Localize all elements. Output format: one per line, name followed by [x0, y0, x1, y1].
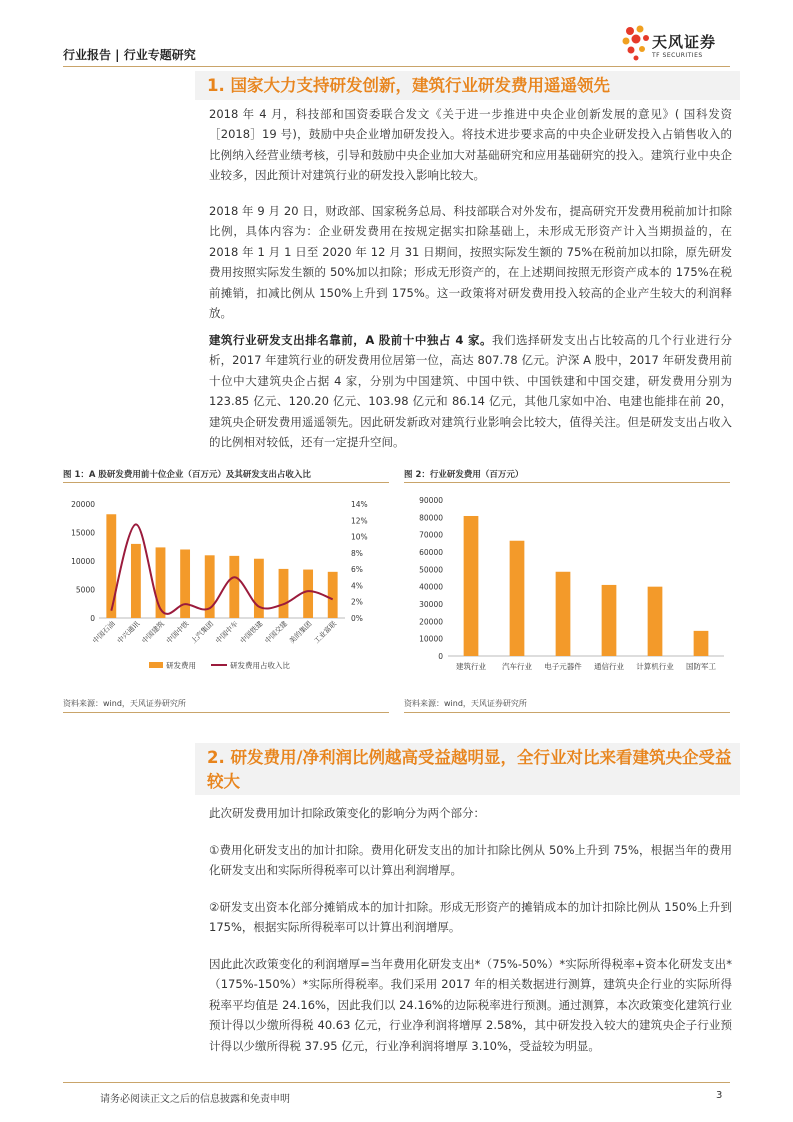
logo-subtext: TF SECURITIES	[652, 52, 703, 59]
bar	[229, 556, 239, 618]
section2-paragraph-4: 因此此次政策变化的利润增厚=当年费用化研发支出*（75%-50%）*实际所得税率+资本化研发支出*（175%-150%）*实际所得税率。我们采用 2017 年的相关数据进行测算，建筑央企行业的实际所得税率平均值是 24.16%，因此我们以 24.16%的边际税率进行预测。通过测算，本次政策变化建筑行业预计得以少缴所得税 40.63 亿元，行业净利润将增厚 2.58%，其中研发投入较大的建筑央企子行业预计得以少缴所得税 37.95 亿元，行业净利润将增厚 3.10%，受益较为明显。	[209, 957, 732, 1053]
x-tick-label: 通信行业	[594, 662, 624, 671]
paragraph-3-lead: 建筑行业研发支出排名靠前，A 股前十中独占 4 家。	[209, 333, 493, 347]
figure1-title: 图 1：A 股研发费用前十位企业（百万元）及其研发支出占收入比	[63, 470, 311, 480]
footer-disclaimer: 请务必阅读正文之后的信息披露和免责申明	[100, 1094, 290, 1105]
bar	[510, 541, 525, 656]
x-tick-label: 中国交建	[263, 619, 289, 646]
section1-paragraph-1: 2018 年 4 月，科技部和国资委联合发文《关于进一步推进中央企业创新发展的意见》( 国科发资［2018］19 号)，鼓励中央企业增加研发投入。将技术进步要求高的中央企业研发投入占销售收入的比例纳入经营业绩考核，引导和鼓励中央企业加大对基础研究和应用基础研究的投入。建筑行业中央企业较多，因此预计对建筑行业的研发投入影响比较大。	[209, 107, 732, 183]
y-right-tick-label: 2%	[351, 597, 363, 607]
figure2-title: 图 2：行业研发费用（百万元）	[404, 470, 524, 480]
x-tick-label: 国防军工	[686, 662, 716, 671]
bar	[180, 549, 190, 618]
y-left-tick-label: 0	[90, 614, 95, 623]
bar	[131, 544, 141, 618]
report-category: 行业报告 | 行业专题研究	[63, 48, 196, 62]
y-tick-label: 70000	[419, 530, 443, 540]
x-tick-label: 中国铁建	[238, 619, 265, 646]
bar	[464, 516, 479, 656]
legend-bar-swatch	[149, 662, 163, 668]
y-right-tick-label: 12%	[351, 516, 368, 526]
section2-paragraph-1: 此次研发费用加计扣除政策变化的影响分为两个部分：	[209, 806, 485, 820]
section2-paragraph-2: ①费用化研发支出的加计扣除。费用化研发支出的加计扣除比例从 50%上升到 75%，根据当年的费用化研发支出和实际所得税率可以计算出利润增厚。	[209, 843, 732, 878]
paragraph-3-body: 我们选择研发支出占比较高的几个行业进行分析，2017 年建筑行业的研发费用位居第一位，高达 807.78 亿元。沪深 A 股中，2017 年研发费用前十位中大建筑央企占据 4 家，分别为中国建筑、中国中铁、中国铁建和中国交建，研发费用分别为 123.85 亿元、120.20 亿元、103.98 亿元和 86.14 亿元，其他几家如中冶、电建也能排在前 20，建筑央企研发费用遥遥领先。因此研发新政对建筑行业影响会比较大，值得关注。但是研发支出占收入的比例相对较低，还有一定提升空间。	[209, 333, 732, 450]
y-tick-label: 30000	[419, 600, 443, 609]
figure2-chart	[404, 490, 730, 690]
figure1-chart	[63, 490, 389, 690]
y-tick-label: 20000	[419, 617, 443, 627]
y-left-tick-label: 10000	[71, 557, 95, 566]
y-tick-label: 40000	[419, 582, 443, 592]
x-tick-label: 电子元器件	[544, 662, 582, 671]
figure1-rule	[63, 482, 389, 483]
bar	[106, 514, 116, 618]
x-tick-label: 计算机行业	[636, 662, 674, 671]
x-tick-label: 中国中铁	[165, 619, 191, 646]
bar	[279, 569, 289, 618]
legend-label: 研发费用	[166, 661, 196, 670]
y-left-tick-label: 15000	[71, 528, 95, 538]
page-number: 3	[716, 1090, 723, 1101]
bar	[303, 570, 313, 618]
y-right-tick-label: 6%	[351, 565, 363, 575]
section2-title: 2. 研发费用/净利润比例越高受益越明显，全行业对比来看建筑央企受益较大	[207, 748, 732, 791]
bar	[602, 585, 617, 656]
section1-paragraph-3	[209, 330, 732, 452]
x-tick-label: 中兴通讯	[115, 619, 142, 646]
y-left-tick-label: 20000	[71, 500, 95, 509]
footer-divider	[63, 1082, 730, 1083]
bar	[648, 587, 663, 656]
y-right-tick-label: 8%	[351, 548, 363, 558]
y-right-tick-label: 10%	[351, 532, 368, 542]
y-tick-label: 80000	[419, 513, 443, 523]
x-tick-label: 中国中车	[214, 619, 240, 646]
y-left-tick-label: 5000	[75, 585, 95, 595]
y-tick-label: 50000	[419, 565, 443, 575]
figure2-source: 资料来源：wind，天风证券研究所	[404, 699, 527, 708]
y-tick-label: 90000	[419, 496, 443, 505]
logo-text: 天风证券	[652, 33, 717, 51]
series-line	[111, 524, 332, 614]
section2-paragraph-3: ②研发支出资本化部分摊销成本的加计扣除。形成无形资产的摊销成本的加计扣除比例从 150%上升到 175%，根据实际所得税率可以计算出利润增厚。	[209, 900, 732, 935]
y-tick-label: 0	[438, 652, 443, 661]
figure2-rule	[404, 482, 730, 483]
header-divider	[63, 66, 730, 67]
bar	[556, 572, 571, 656]
x-tick-label: 建筑行业	[456, 662, 486, 671]
legend-label: 研发费用占收入比	[230, 661, 290, 670]
bar	[254, 559, 264, 618]
x-tick-label: 美的集团	[288, 619, 314, 646]
x-tick-label: 工业富联	[312, 619, 339, 646]
y-tick-label: 60000	[419, 548, 443, 557]
section1-paragraph-2: 2018 年 9 月 20 日，财政部、国家税务总局、科技部联合对外发布，提高研究开发费用税前加计扣除比例，具体内容为：企业研发费用在按规定据实扣除基础上，未形成无形资产计入当期损益的，在 2018 年 1 月 1 日至 2020 年 12 月 31 日期间，按照实际发生额的 75%在税前加以扣除，原先研发费用按照实际发生额的 50%加以扣除；形成无形资产的，在上述期间按照无形资产成本的 175%在税前摊销，扣减比例从 150%上升到 175%。这一政策将对研发费用投入较高的企业产生较大的利润释放。	[209, 204, 732, 321]
bar	[694, 631, 709, 656]
x-tick-label: 中国建筑	[140, 619, 166, 646]
x-tick-label: 上汽集团	[189, 619, 216, 646]
y-right-tick-label: 4%	[351, 581, 363, 591]
bar	[328, 572, 338, 618]
x-tick-label: 汽车行业	[502, 662, 532, 671]
figure1-source: 资料来源：wind，天风证券研究所	[63, 699, 186, 708]
figure2-bottom-rule	[404, 712, 730, 713]
y-tick-label: 10000	[419, 634, 443, 644]
y-right-tick-label: 14%	[351, 500, 368, 509]
x-tick-label: 中国石油	[91, 619, 117, 646]
y-right-tick-label: 0%	[351, 614, 363, 623]
section1-title: 1. 国家大力支持研发创新，建筑行业研发费用遥遥领先	[207, 76, 610, 95]
figure1-bottom-rule	[63, 712, 389, 713]
